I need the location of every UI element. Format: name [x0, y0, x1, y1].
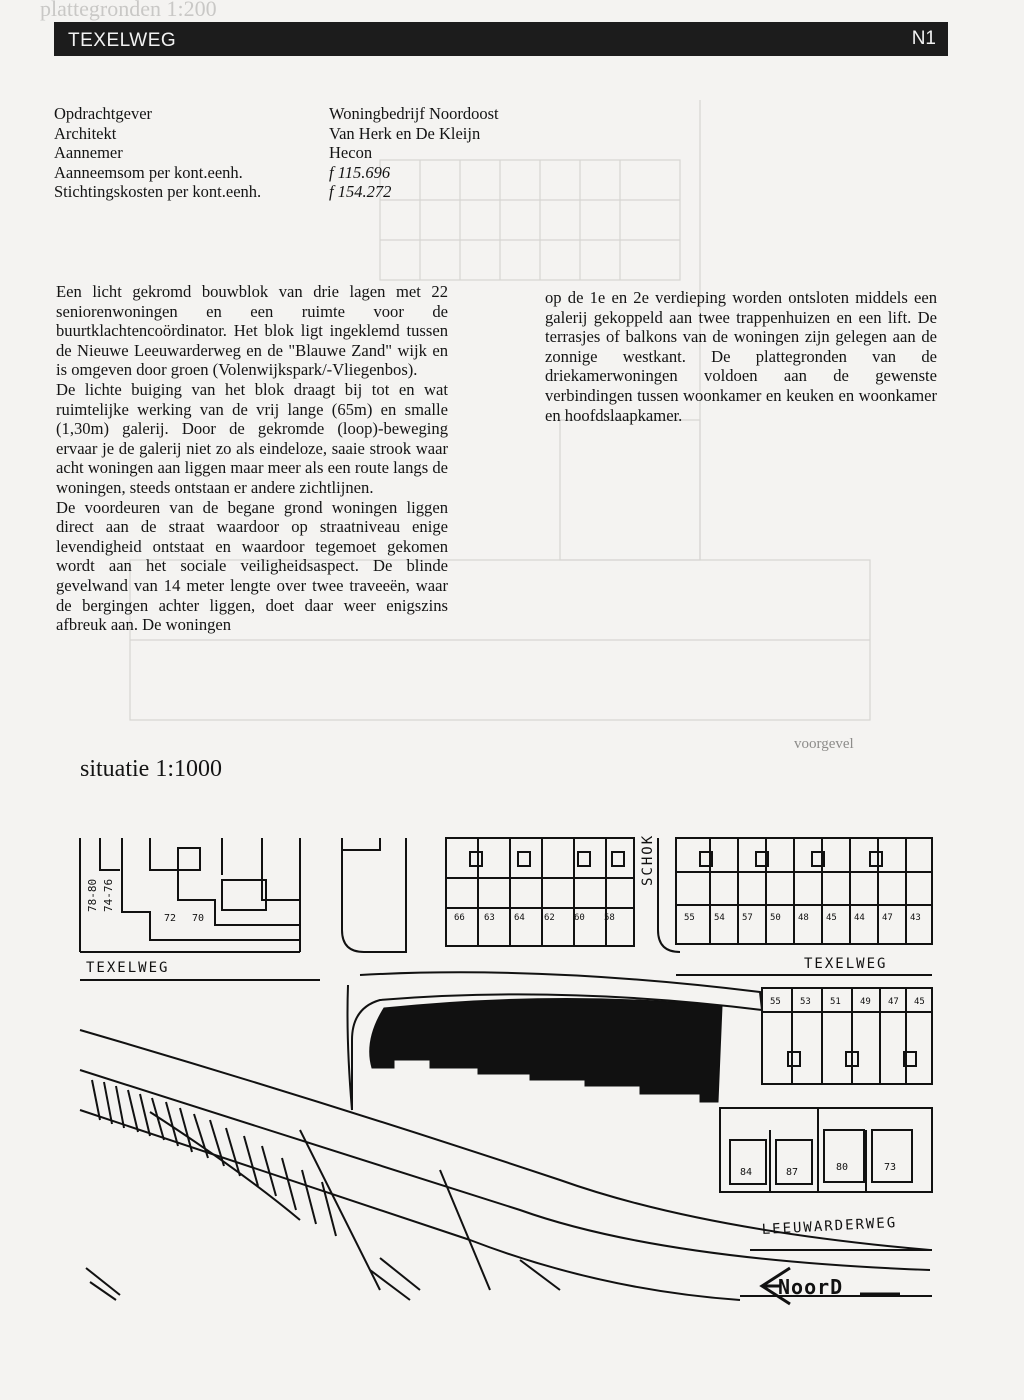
house-number: 50 [770, 913, 781, 923]
house-number: 62 [544, 913, 555, 923]
house-number: 47 [882, 913, 893, 923]
label-architekt: Architekt [54, 123, 117, 143]
house-number: 57 [742, 913, 753, 923]
house-number: 44 [854, 913, 865, 923]
body-paragraph: Een licht gekromd bouwblok van drie lagen met 22 seniorenwoningen en een ruimte voor de buurtklachtencoördinator. Het blok ligt ingeklemd tussen de Nieuwe Leeuwarderweg en de "Blauwe Zand" wijk en is omgeven door groen (Volenwijkspark/-Vliegenbos). [56, 282, 448, 380]
body-paragraph: op de 1e en 2e verdieping worden ontsloten middels een galerij gekoppeld aan twee trappenhuizen en een lift. De terrasjes of balkons van de woningen zijn gelegen aan de zonnige westkant. De plattegronden van de driekamerwoningen voldoen aan de gewenste verbindingen tussen woonkamer en keuken en woonkamer en hoofdslaapkamer. [545, 288, 937, 425]
body-paragraph: De voordeuren van de begane grond woningen liggen direct aan de straat waardoor op straatniveau enige levendigheid ontstaat en waardoor tegemoet gekomen wordt aan het sociale veiligheidsaspect. De blinde gevelwand van 14 meter lengte over twee traveeën, waar de bergingen achter liggen, doet daar weer enigszins afbreuk aan. De woningen [56, 497, 448, 635]
label-stichtingskosten: Stichtingskosten per kont.eenh. [54, 182, 262, 202]
house-number: 47 [888, 997, 899, 1007]
house-number: 66 [454, 913, 465, 923]
house-number: 87 [786, 1167, 799, 1178]
house-number: 74-76 [102, 878, 115, 912]
north-label: NoorD [778, 1275, 844, 1299]
value-opdrachtgever: Woningbedrijf Noordoost [329, 104, 499, 123]
house-number: 43 [910, 913, 921, 923]
page-code: N1 [911, 28, 936, 49]
house-number: 84 [740, 1167, 753, 1178]
value-aanneemsom: f 115.696 [329, 162, 391, 182]
page-title: TEXELWEG [68, 30, 177, 51]
house-number: 58 [604, 913, 615, 923]
house-number: 55 [684, 913, 695, 923]
ghost-voorgevel: voorgevel [794, 736, 854, 752]
house-number: 73 [884, 1162, 897, 1173]
house-number: 64 [514, 913, 525, 923]
street-label-texelweg-right: TEXELWEG [804, 956, 888, 972]
house-number: 53 [800, 997, 811, 1007]
value-architekt: Van Herk en De Kleijn [329, 123, 481, 143]
street-label-texelweg-left: TEXELWEG [86, 960, 170, 976]
house-number: 80 [836, 1162, 849, 1173]
street-label-leeuwarderweg: LEEUWARDERWEG [761, 1214, 898, 1238]
new-building [370, 998, 722, 1102]
value-aannemer: Hecon [329, 143, 373, 163]
situatie-title: situatie 1:1000 [80, 756, 222, 782]
label-aannemer: Aannemer [54, 143, 123, 163]
label-aanneemsom: Aanneemsom per kont.eenh. [54, 162, 243, 182]
ghost-heading: plattegronden 1:200 [40, 0, 217, 21]
label-opdrachtgever: Opdrachtgever [54, 104, 153, 123]
house-number: 45 [826, 913, 837, 923]
house-number: 70 [192, 913, 205, 924]
house-number: 45 [914, 997, 925, 1007]
house-number: 72 [164, 913, 177, 924]
house-number: 78-80 [86, 878, 99, 912]
value-stichtingskosten: f 154.272 [329, 182, 392, 202]
body-paragraph: De lichte buiging van het blok draagt bij tot en wat ruimtelijke werking van de vrij lange (65m) en smalle (1,30m) galerij. Door de gekromde (loop)-beweging ervaar je de galerij niet zo als eindeloze, saaie strook waar acht woningen aan liggen maar meer als een route langs de woningen, steeds ontstaan er andere zichtlijnen. [56, 379, 448, 497]
house-number: 51 [830, 997, 841, 1007]
house-number: 63 [484, 913, 495, 923]
house-number: 55 [770, 997, 781, 1007]
house-number: 48 [798, 913, 809, 923]
street-label-schok: SCHOK [640, 833, 656, 886]
house-number: 54 [714, 913, 725, 923]
house-number: 60 [574, 913, 585, 923]
house-number: 49 [860, 997, 871, 1007]
